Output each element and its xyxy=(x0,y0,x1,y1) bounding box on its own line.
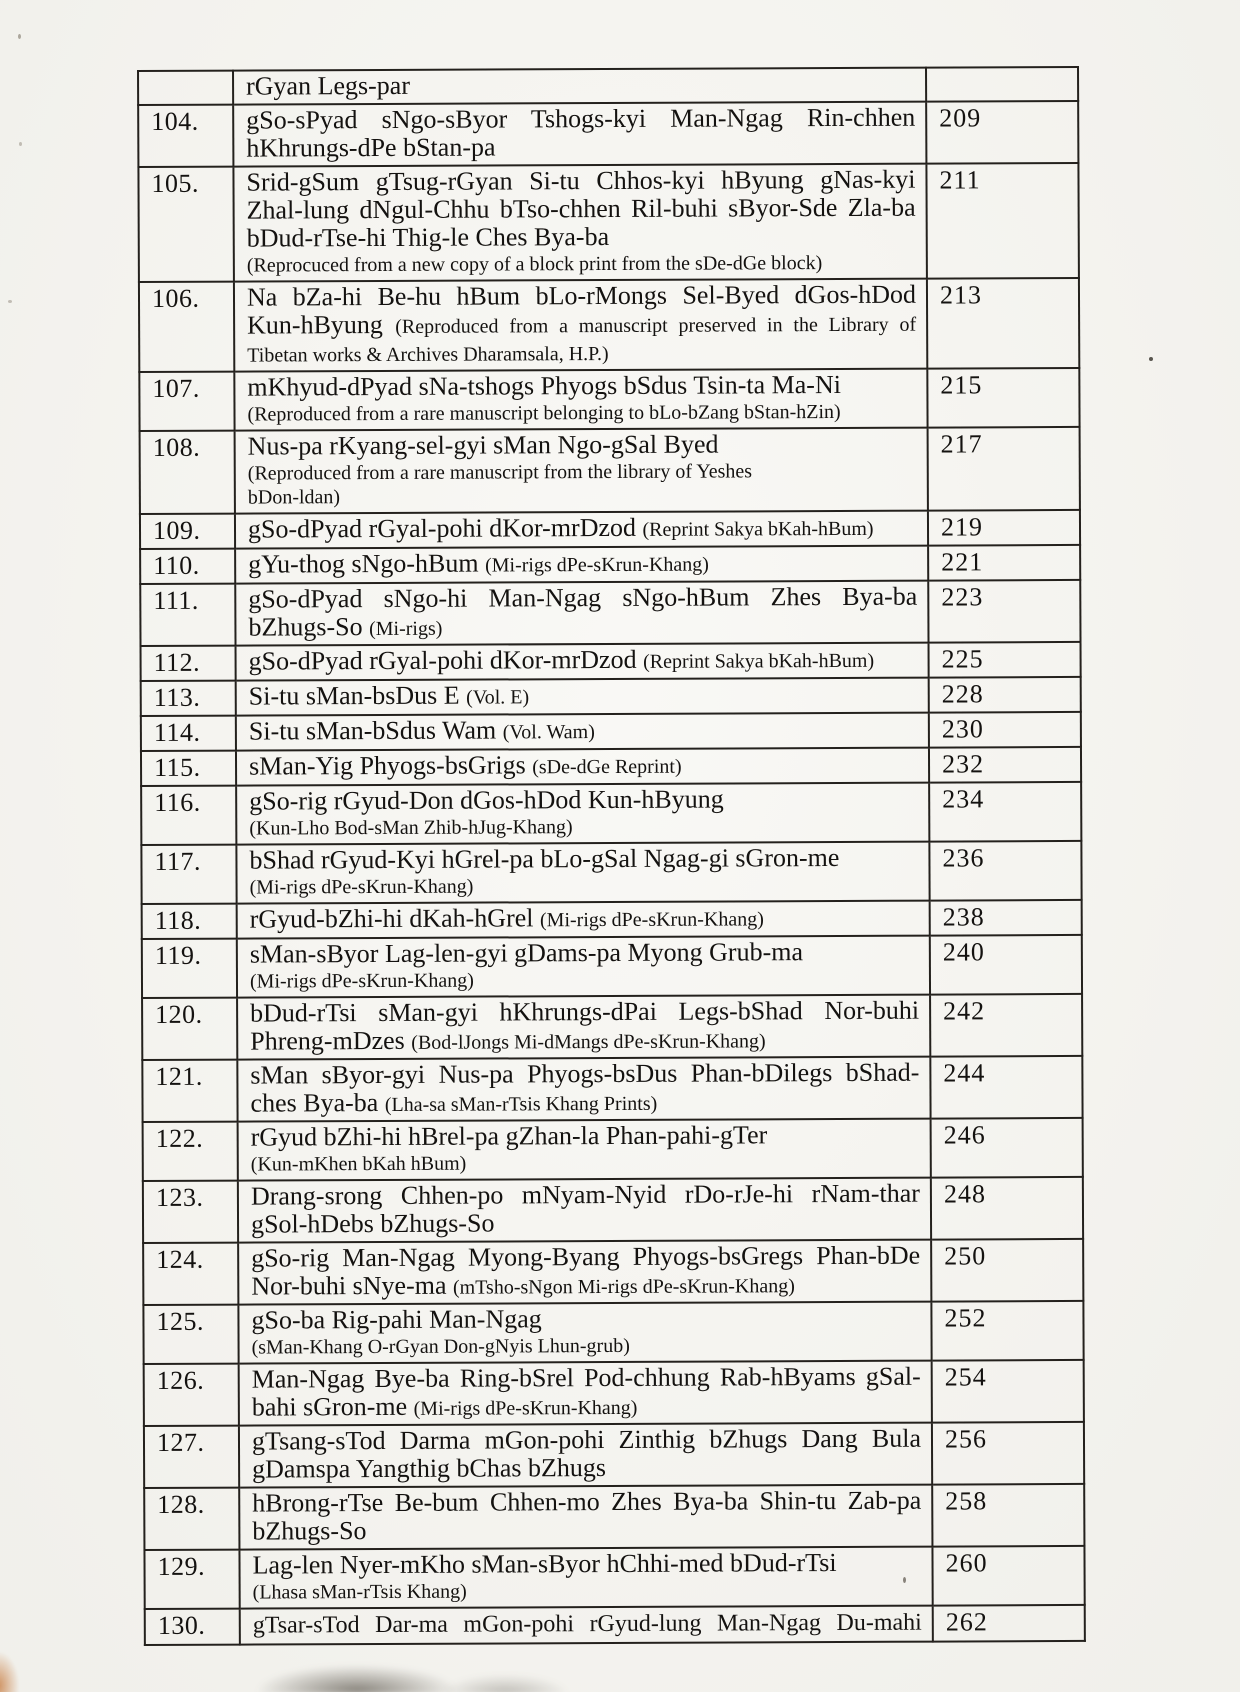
table-row xyxy=(141,782,1081,845)
entry-number-cell: 107. xyxy=(139,372,234,431)
entry-title: gTsar-sTod Dar-ma mGon-pohi rGyud-lung Man-Ngag Du-mahi xyxy=(252,1609,922,1639)
publisher-note: (Mi-rigs dPe-sKrun-Khang) xyxy=(413,1396,638,1420)
title-cell xyxy=(238,1240,931,1305)
page-number-cell: 219 xyxy=(928,510,1080,546)
entry-number-cell: 129. xyxy=(144,1550,239,1609)
publisher-note: (Kun-Lho Bod-sMan Zhib-hJug-Khang) xyxy=(249,816,573,840)
publisher-note: (Reprint Sakya bKah-hBum) xyxy=(642,517,874,541)
table-row xyxy=(142,935,1082,998)
page-number-cell: 260 xyxy=(932,1546,1084,1606)
page-number-cell: 250 xyxy=(931,1239,1083,1302)
entry-number-cell: 104. xyxy=(138,105,233,167)
title-cell xyxy=(236,748,929,786)
table-row xyxy=(142,900,1082,939)
entry-title: bDud-rTsi sMan-gyi hKhrungs-dPai Legs-bShad Nor-buhi Phreng-mDzes xyxy=(250,995,920,1056)
entry-title: Si-tu sMan-bsDus E xyxy=(248,680,460,711)
title-cell xyxy=(239,1485,932,1550)
table-row xyxy=(144,1484,1084,1550)
title-cell xyxy=(236,678,929,716)
scan-speck xyxy=(1149,357,1153,361)
title-cell xyxy=(237,1057,930,1122)
page-number-cell: 242 xyxy=(930,994,1082,1057)
entry-number-cell: 130. xyxy=(145,1609,240,1645)
page-number-cell: 252 xyxy=(931,1301,1083,1361)
table-row xyxy=(143,1118,1083,1181)
table-row xyxy=(140,545,1080,584)
publisher-note: (Reprint Sakya bKah-hBum) xyxy=(643,649,875,673)
publisher-note: (Reproduced from a rare manuscript belonging to bLo-bZang bStan-hZin) xyxy=(247,400,841,426)
title-cell xyxy=(233,102,926,167)
table-row xyxy=(143,1301,1083,1364)
publisher-note: (Bod-lJongs Mi-dMangs dPe-sKrun-Khang) xyxy=(411,1030,766,1054)
table-row xyxy=(140,510,1080,549)
entry-title: Lag-len Nyer-mKho sMan-sByor hChhi-med bDud-rTsi xyxy=(252,1548,837,1580)
entry-title: mKhyud-dPyad sNa-tshogs Phyogs bSdus Tsin-ta Ma-Ni xyxy=(247,369,841,402)
entry-number-cell: 116. xyxy=(141,786,236,845)
page-number-cell: 217 xyxy=(928,427,1080,511)
publisher-note: (Reproduced from a manuscript preserved in the Library of Tibetan works & Archives Dharamsala, H.P.) xyxy=(247,313,917,367)
page-number-cell: 262 xyxy=(933,1605,1085,1642)
entry-number-cell: 113. xyxy=(141,681,236,716)
publisher-note: (sMan-Khang O-rGyan Don-gNyis Lhun-grub) xyxy=(251,1334,630,1359)
entry-title: hBrong-rTse Be-bum Chhen-mo Zhes Bya-ba Shin-tu Zab-pa bZhugs-So xyxy=(252,1485,922,1546)
entry-number-cell: 123. xyxy=(143,1181,238,1243)
publisher-note: (Kun-mKhen bKah hBum) xyxy=(250,1152,467,1176)
page-number-cell: 254 xyxy=(932,1360,1084,1423)
title-cell xyxy=(236,643,929,681)
entry-number-cell: 105. xyxy=(138,167,234,282)
entry-number-cell: 120. xyxy=(142,998,237,1060)
entry-title: gSo-dPyad rGyal-pohi dKor-mrDzod xyxy=(248,644,637,676)
title-cell xyxy=(234,279,927,372)
table-row xyxy=(143,1177,1083,1243)
publisher-note: (Reprocuced from a new copy of a block print from the sDe-dGe block) xyxy=(246,252,823,277)
entry-number-cell: 110. xyxy=(140,549,235,584)
entry-title: Man-Ngag Bye-ba Ring-bSrel Pod-chhung Rab-hByams gSal-bahi sGron-me xyxy=(251,1361,921,1422)
entry-number-cell: 111. xyxy=(140,584,235,646)
page-number-cell: 236 xyxy=(929,841,1081,901)
entry-number-cell: 121. xyxy=(142,1060,237,1122)
entry-title: gSo-rig rGyud-Don dGos-hDod Kun-hByung xyxy=(249,784,724,816)
page-number-cell: 228 xyxy=(929,677,1081,713)
entry-number-cell xyxy=(138,71,233,105)
page-number-cell: 232 xyxy=(929,747,1081,783)
table-row xyxy=(144,1360,1084,1426)
table-row xyxy=(141,712,1081,751)
entry-title: sMan-sByor Lag-len-gyi gDams-pa Myong Grub-ma xyxy=(249,937,804,969)
publisher-note: (sDe-dGe Reprint) xyxy=(532,755,682,779)
title-cell xyxy=(233,164,926,282)
page-number-cell: 215 xyxy=(927,368,1079,428)
table-row xyxy=(141,841,1081,904)
entry-number-cell: 112. xyxy=(141,646,236,681)
entry-title: gSo-rig Man-Ngag Myong-Byang Phyogs-bsGregs Phan-bDe Nor-buhi sNye-ma xyxy=(251,1240,921,1301)
entry-title: sMan-Yig Phyogs-bsGrigs xyxy=(248,750,526,781)
entry-number-cell: 125. xyxy=(143,1305,238,1364)
title-cell xyxy=(236,842,929,904)
entry-title: rGyud bZhi-hi hBrel-pa gZhan-la Phan-pahi-gTer xyxy=(250,1120,768,1152)
table-row xyxy=(141,677,1081,716)
page-number-cell: 244 xyxy=(930,1056,1082,1119)
title-cell xyxy=(237,936,930,998)
entry-number-cell: 117. xyxy=(141,845,236,904)
title-cell xyxy=(239,1547,932,1609)
title-cell xyxy=(237,901,930,939)
publisher-note: (Vol. E) xyxy=(466,686,530,709)
scan-smudge xyxy=(252,1664,462,1692)
contents-table-wrap xyxy=(137,66,1084,1646)
table-row xyxy=(138,163,1078,282)
entry-number-cell: 122. xyxy=(143,1122,238,1181)
scan-speck xyxy=(19,142,22,146)
title-cell xyxy=(239,1361,932,1426)
entry-title: rGyud-bZhi-hi dKah-hGrel xyxy=(249,903,534,934)
title-cell xyxy=(236,783,929,845)
page-number-cell: 223 xyxy=(928,580,1080,643)
page-number-cell: 211 xyxy=(926,163,1079,279)
entry-number-cell: 118. xyxy=(142,904,237,939)
title-cell xyxy=(235,546,928,584)
entry-number-cell: 109. xyxy=(140,514,235,549)
table-row xyxy=(142,994,1082,1060)
entry-number-cell: 114. xyxy=(141,716,236,751)
page-number-cell: 209 xyxy=(926,101,1078,164)
page-number-cell: 256 xyxy=(932,1422,1084,1485)
title-cell xyxy=(235,428,928,514)
page-number-cell: 238 xyxy=(930,900,1082,936)
table-row xyxy=(139,278,1079,372)
contents-table-body xyxy=(138,67,1085,1645)
publisher-note: (Mi-rigs dPe-sKrun-Khang) xyxy=(249,969,474,993)
scan-speck xyxy=(8,300,12,303)
publisher-note: (Mi-rigs dPe-sKrun-Khang) xyxy=(249,875,474,899)
entry-title: gTsang-sTod Darma mGon-pohi Zinthig bZhugs Dang Bula gDamspa Yangthig bChas bZhugs xyxy=(251,1423,922,1484)
title-cell xyxy=(234,369,927,431)
title-cell xyxy=(238,1302,931,1364)
publisher-note: (mTsho-sNgon Mi-rigs dPe-sKrun-Khang) xyxy=(452,1275,795,1299)
scan-speck xyxy=(18,34,21,39)
entry-number-cell: 127. xyxy=(144,1426,239,1488)
table-row xyxy=(140,427,1080,514)
publisher-note: (Mi-rigs dPe-sKrun-Khang) xyxy=(485,553,709,577)
title-cell xyxy=(235,581,928,646)
entry-title: gSo-dPyad rGyal-pohi dKor-mrDzod xyxy=(247,512,637,544)
page-number-cell: 258 xyxy=(932,1484,1084,1547)
table-row xyxy=(140,580,1080,646)
table-row xyxy=(141,642,1081,681)
entry-title: Si-tu sMan-bSdus Wam xyxy=(248,715,497,746)
entry-title: rGyan Legs-par xyxy=(246,70,411,101)
title-cell xyxy=(233,68,926,105)
table-row xyxy=(144,1546,1084,1609)
entry-title: Srid-gSum gTsug-rGyan Si-tu Chhos-kyi hByung gNas-kyi Zhal-lung dNgul-Chhu bTso-chhen Ril-buhi sByor-Sde Zla-ba bDud-rTse-hi Thig-le Ches Bya-ba xyxy=(246,164,916,253)
page-number-cell: 213 xyxy=(927,278,1079,369)
scan-smudge xyxy=(440,1674,570,1692)
contents-table xyxy=(137,66,1086,1646)
title-cell xyxy=(237,995,930,1060)
publisher-note: (Lhasa sMan-rTsis Khang) xyxy=(252,1580,467,1604)
page-number-cell xyxy=(926,67,1078,102)
table-row xyxy=(141,747,1081,786)
entry-number-cell: 126. xyxy=(144,1364,239,1426)
table-row xyxy=(144,1422,1084,1488)
publisher-note: (Mi-rigs dPe-sKrun-Khang) xyxy=(539,908,764,932)
entry-title: gYu-thog sNgo-hBum xyxy=(248,548,479,579)
entry-title: Nus-pa rKyang-sel-gyi sMan Ngo-gSal Byed xyxy=(247,429,719,461)
page-number-cell: 230 xyxy=(929,712,1081,748)
publisher-note: (Vol. Wam) xyxy=(502,721,595,744)
entry-number-cell: 108. xyxy=(140,431,235,514)
table-row xyxy=(145,1605,1085,1645)
entry-title: Na bZa-hi Be-hu hBum bLo-rMongs Sel-Byed dGos-hDod Kun-hByung xyxy=(246,279,917,340)
publisher-note: (Reproduced from a rare manuscript from the library of Yeshes bDon-ldan) xyxy=(247,460,753,509)
title-cell xyxy=(235,511,928,549)
page-number-cell: 234 xyxy=(929,782,1081,842)
table-row xyxy=(138,101,1078,167)
scan-stain xyxy=(0,1652,19,1692)
entry-title: bShad rGyud-Kyi hGrel-pa bLo-gSal Ngag-gi sGron-me xyxy=(249,842,840,875)
entry-title: Drang-srong Chhen-po mNyam-Nyid rDo-rJe-hi rNam-thar gSol-hDebs bZhugs-So xyxy=(250,1178,920,1239)
page-number-cell: 240 xyxy=(930,935,1082,995)
page-number-cell: 248 xyxy=(931,1177,1083,1240)
title-cell xyxy=(238,1119,931,1181)
entry-number-cell: 115. xyxy=(141,751,236,786)
entry-title: gSo-ba Rig-pahi Man-Ngag xyxy=(251,1304,542,1335)
entry-number-cell: 119. xyxy=(142,939,237,998)
title-cell xyxy=(239,1423,932,1488)
table-row xyxy=(142,1056,1082,1122)
title-cell xyxy=(240,1606,933,1645)
entry-title: gSo-dPyad sNgo-hi Man-Ngag sNgo-hBum Zhes Bya-ba bZhugs-So xyxy=(248,581,918,642)
table-row xyxy=(138,67,1078,105)
entry-title: gSo-sPyad sNgo-sByor Tshogs-kyi Man-Ngag Rin-chhen hKhrungs-dPe bStan-pa xyxy=(246,102,916,163)
publisher-note: (Mi-rigs) xyxy=(369,617,443,641)
entry-number-cell: 128. xyxy=(144,1488,239,1550)
title-cell xyxy=(238,1178,931,1243)
entry-title: sMan sByor-gyi Nus-pa Phyogs-bsDus Phan-bDilegs bShad-ches Bya-ba xyxy=(250,1057,920,1118)
page-number-cell: 221 xyxy=(928,545,1080,581)
scan-speck xyxy=(903,1577,906,1583)
entry-number-cell: 106. xyxy=(139,282,234,372)
title-cell xyxy=(236,713,929,751)
table-row xyxy=(143,1239,1083,1305)
publisher-note: (Lha-sa sMan-rTsis Khang Prints) xyxy=(384,1092,658,1116)
entry-number-cell: 124. xyxy=(143,1243,238,1305)
page-number-cell: 246 xyxy=(931,1118,1083,1178)
page-number-cell: 225 xyxy=(929,642,1081,678)
table-row xyxy=(139,368,1079,431)
